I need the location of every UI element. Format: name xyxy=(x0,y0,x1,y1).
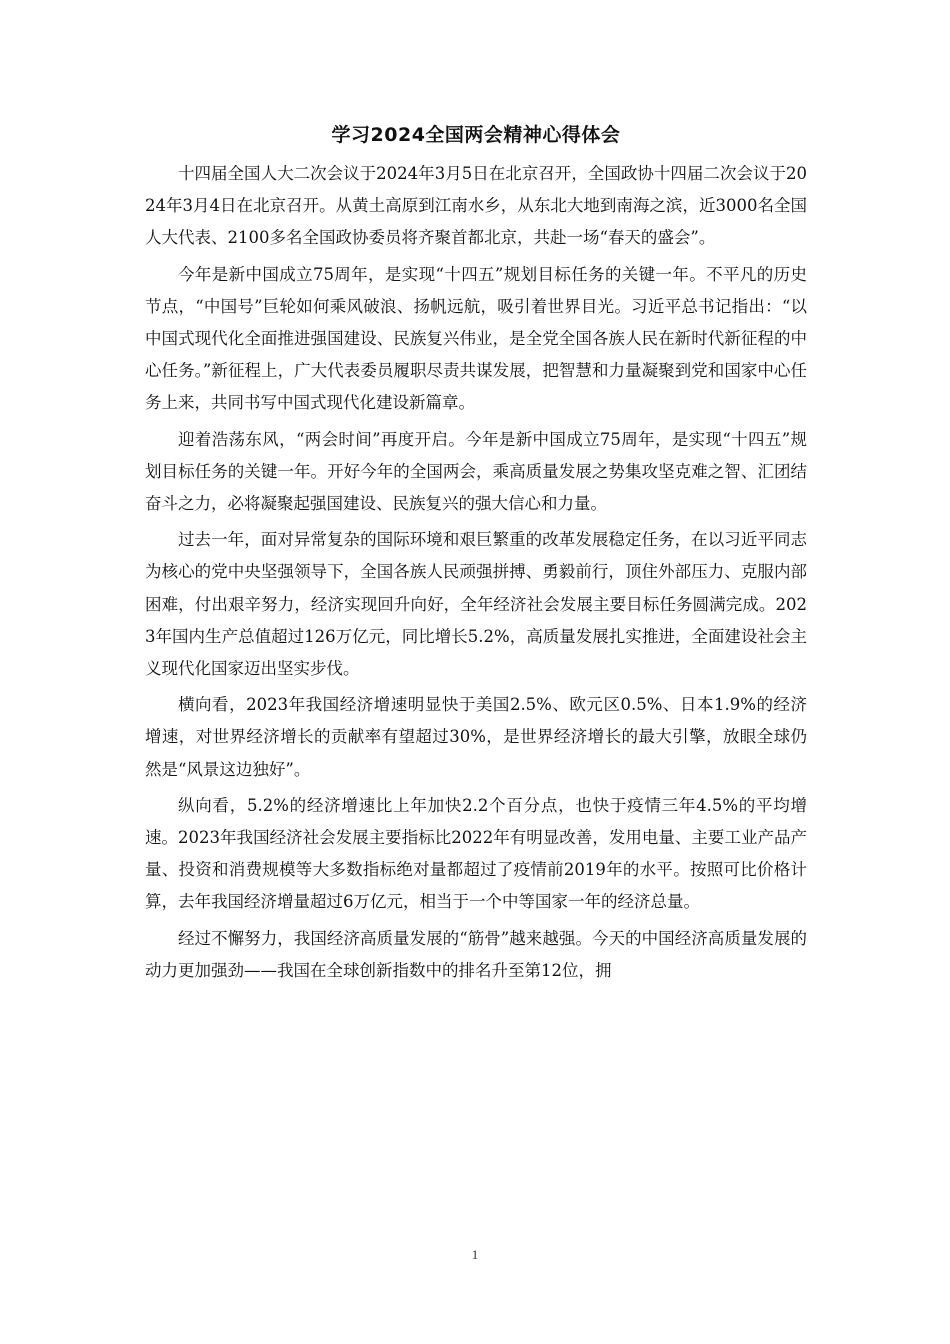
paragraph-7: 经过不懈努力，我国经济高质量发展的“筋骨”越来越强。今天的中国经济高质量发展的动力更加强劲——我国在全球创新指数中的排名升至第12位，拥 xyxy=(145,928,807,980)
paragraph-4: 过去一年，面对异常复杂的国际环境和艰巨繁重的改革发展稳定任务，在以习近平同志为核心的党中央坚强领导下，全国各族人民顽强拼搏、勇毅前行，顶住外部压力、克服内部困难，付出艰辛努力，经济实现回升向好，全年经济社会发展主要目标任务圆满完成。2023年国内生产总值超过126万亿元，同比增长5.2%，高质量发展扎实推进，全面建设社会主义现代化国家迈出坚实步伐。 xyxy=(145,530,807,679)
paragraph-2: 今年是新中国成立75周年，是实现“十四五”规划目标任务的关键一年。不平凡的历史节点，“中国号”巨轮如何乘风破浪、扬帆远航，吸引着世界目光。习近平总书记指出：“以中国式现代化全面推进强国建设、民族复兴伟业，是全党全国各族人民在新时代新征程的中心任务。”新征程上，广大代表委员履职尽责共谋发展，把智慧和力量凝聚到党和国家中心任务上来，共同书写中国式现代化建设新篇章。 xyxy=(145,264,807,413)
paragraph-6: 纵向看，5.2%的经济增速比上年加快2.2个百分点，也快于疫情三年4.5%的平均增速。2023年我国经济社会发展主要指标比2022年有明显改善，发用电量、主要工业产品产量、投资和消费规模等大多数指标绝对量都超过了疫情前2019年的水平。按照可比价格计算，去年我国经济增量超过6万亿元，相当于一个中等国家一年的经济总量。 xyxy=(145,795,807,912)
paragraph-5: 横向看，2023年我国经济增速明显快于美国2.5%、欧元区0.5%、日本1.9%的经济增速，对世界经济增长的贡献率有望超过30%，是世界经济增长的最大引擎，放眼全球仍然是“风景这边独好”。 xyxy=(145,695,807,779)
page-number: 1 xyxy=(471,1247,479,1262)
paragraph-3: 迎着浩荡东风，“两会时间”再度开启。今年是新中国成立75周年，是实现“十四五”规划目标任务的关键一年。开好今年的全国两会，乘高质量发展之势集攻坚克难之智、汇团结奋斗之力，必将凝聚起强国建设、民族复兴的强大信心和力量。 xyxy=(145,429,807,514)
document-page xyxy=(145,120,807,991)
paragraph-1: 十四届全国人大二次会议于2024年3月5日在北京召开，全国政协十四届二次会议于2024年3月4日在北京召开。从黄土高原到江南水乡，从东北大地到南海之滨，近3000名全国人大代表、2100多名全国政协委员将齐聚首都北京，共赴一场“春天的盛会”。 xyxy=(145,164,807,248)
document-title: 学习2024全国两会精神心得体会 xyxy=(331,124,621,146)
